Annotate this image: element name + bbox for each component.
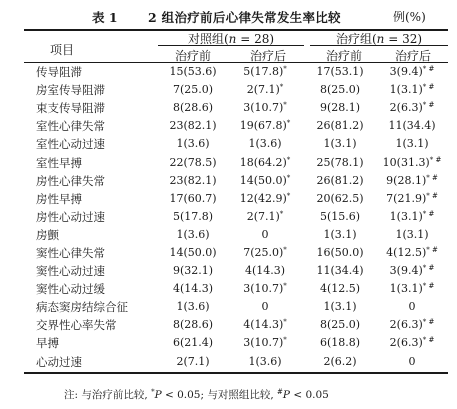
table-title <box>0 8 457 28</box>
table-row <box>24 244 448 262</box>
cell-control-before: 1(3.6) <box>176 300 210 314</box>
cell-control-after: 18(64.2)* <box>239 155 291 169</box>
row-item-label: 早搏 <box>36 336 59 351</box>
row-item-label: 室性心律失常 <box>36 119 105 134</box>
row-item-label: 束支传导阻滞 <box>36 101 105 116</box>
significance-mark: * # <box>426 191 438 200</box>
cell-control-after: 3(10.7)* <box>243 336 287 350</box>
row-item-label: 病态窦房结综合征 <box>36 300 128 315</box>
cell-control-before: 14(50.0) <box>169 245 217 259</box>
header-control-after: 治疗后 <box>249 49 286 63</box>
cell-treat-before: 4(12.5) <box>319 282 361 296</box>
table-footnote: 注: 与治疗前比较, *P < 0.05; 与对照组比较, #P < 0.05 <box>64 388 329 401</box>
cell-treat-before: 1(3.1) <box>323 137 357 151</box>
significance-mark: * <box>283 336 287 345</box>
table-row <box>24 172 448 190</box>
header-treatment-group: 治疗组(n = 32) <box>335 32 423 46</box>
cell-treat-before: 1(3.1) <box>323 227 357 241</box>
cell-control-before: 2(7.1) <box>176 354 210 368</box>
table-row <box>24 226 448 244</box>
cell-treat-after: 3(9.4)* # <box>389 264 435 278</box>
table-number: 表 1 <box>92 10 118 25</box>
row-item-label: 窦性心动过缓 <box>36 282 105 297</box>
significance-mark: * <box>286 173 291 182</box>
significance-mark: * <box>283 101 287 110</box>
cell-control-after: 4(14.3) <box>244 264 286 278</box>
table-row <box>24 280 448 298</box>
cell-treat-after: 10(31.3)* # <box>382 155 442 169</box>
cell-control-after: 1(3.6) <box>248 354 282 368</box>
significance-mark: * # <box>422 318 435 327</box>
row-item-label: 传导阻滞 <box>36 65 82 80</box>
cell-treat-after: 4(12.5)* # <box>386 245 438 259</box>
header-control-group: 对照组(n = 28) <box>187 32 275 46</box>
table-row <box>24 190 448 208</box>
cell-treat-after: 1(3.1)* # <box>389 83 435 97</box>
header-treat-after: 治疗后 <box>394 49 431 63</box>
cell-control-before: 23(82.1) <box>169 173 217 187</box>
row-item-label: 房性心律失常 <box>36 173 105 188</box>
cell-treat-after: 1(3.1) <box>395 227 429 241</box>
cell-treat-after: 0 <box>408 300 416 314</box>
cell-treat-before: 9(28.1) <box>319 101 361 115</box>
cell-treat-after: 2(6.3)* # <box>389 336 435 350</box>
row-item-label: 室性心动过速 <box>36 137 105 152</box>
cell-control-before: 23(82.1) <box>169 119 217 133</box>
cell-control-before: 22(78.5) <box>169 155 217 169</box>
cell-treat-before: 16(50.0) <box>316 245 364 259</box>
cell-control-after: 5(17.8)* <box>243 65 287 79</box>
cell-treat-before: 25(78.1) <box>316 155 364 169</box>
table-row <box>24 153 448 171</box>
significance-mark: * <box>283 245 287 254</box>
cell-treat-after: 9(28.1)* # <box>386 173 438 187</box>
cell-control-before: 1(3.6) <box>176 227 210 241</box>
cell-treat-before: 6(18.8) <box>319 336 361 350</box>
table-row <box>24 262 448 280</box>
significance-mark: * # <box>422 209 435 218</box>
significance-mark: * # <box>429 155 442 164</box>
significance-mark: * # <box>422 83 435 92</box>
cell-control-before: 1(3.6) <box>176 137 210 151</box>
cell-treat-before: 8(25.0) <box>319 318 361 332</box>
cell-treat-before: 17(53.1) <box>316 65 364 79</box>
cell-control-before: 4(14.3) <box>172 282 214 296</box>
cell-control-after: 19(67.8)* <box>239 119 291 133</box>
significance-mark: * # <box>426 245 438 254</box>
row-item-label: 窦性心律失常 <box>36 245 105 260</box>
header-item: 项目 <box>50 43 75 57</box>
header-control-before: 治疗前 <box>174 49 211 63</box>
table-caption: 2 组治疗前后心律失常发生率比较 <box>148 10 341 25</box>
cell-control-after: 14(50.0)* <box>239 173 291 187</box>
significance-mark: * <box>286 155 291 164</box>
cell-treat-after: 2(6.3)* # <box>389 318 435 332</box>
cell-control-after: 3(10.7)* <box>243 101 287 115</box>
cell-treat-before: 26(81.2) <box>316 173 364 187</box>
cell-treat-after: 11(34.4) <box>388 119 436 133</box>
significance-mark: * <box>279 83 284 92</box>
cell-treat-before: 11(34.4) <box>316 264 364 278</box>
table-row <box>24 99 448 117</box>
table-row <box>24 135 448 153</box>
table-row <box>24 63 448 81</box>
table-row <box>24 81 448 99</box>
cell-treat-after: 3(9.4)* # <box>389 65 435 79</box>
significance-mark: * # <box>422 101 435 110</box>
cell-treat-before: 20(62.5) <box>316 191 364 205</box>
cell-treat-before: 5(15.6) <box>319 209 361 223</box>
significance-mark: * <box>283 318 287 327</box>
significance-mark: * # <box>426 173 438 182</box>
cell-control-before: 5(17.8) <box>172 209 214 223</box>
table-row <box>24 298 448 316</box>
cell-control-after: 4(14.3)* <box>243 318 287 332</box>
row-item-label: 心动过速 <box>36 354 82 369</box>
significance-mark: * <box>286 119 291 128</box>
row-item-label: 房性心动过速 <box>36 209 105 224</box>
cell-control-before: 7(25.0) <box>172 83 214 97</box>
cell-treat-after: 1(3.1) <box>395 137 429 151</box>
significance-mark: * # <box>422 65 435 74</box>
cell-treat-after: 0 <box>408 354 416 368</box>
cell-control-before: 9(32.1) <box>172 264 214 278</box>
significance-mark: * <box>279 209 284 218</box>
row-item-label: 窦性心动过速 <box>36 264 105 279</box>
cell-treat-after: 1(3.1)* # <box>389 209 435 223</box>
cell-control-after: 2(7.1)* <box>246 209 284 223</box>
significance-mark: * # <box>422 282 435 291</box>
cell-control-after: 3(10.7)* <box>243 282 287 296</box>
cell-control-before: 8(28.6) <box>172 101 214 115</box>
cell-treat-before: 8(25.0) <box>319 83 361 97</box>
cell-control-after: 7(25.0)* <box>243 245 287 259</box>
significance-mark: * # <box>422 336 435 345</box>
row-item-label: 房颤 <box>36 227 59 242</box>
cell-control-before: 15(53.6) <box>169 65 217 79</box>
cell-control-after: 2(7.1)* <box>246 83 284 97</box>
bottom-rule <box>24 372 448 374</box>
cell-control-after: 1(3.6) <box>248 137 282 151</box>
table-row <box>24 316 448 334</box>
significance-mark: * <box>286 191 291 200</box>
significance-mark: * # <box>422 264 435 273</box>
cell-treat-after: 2(6.3)* # <box>389 101 435 115</box>
cell-treat-before: 26(81.2) <box>316 119 364 133</box>
cell-treat-before: 2(6.2) <box>323 354 357 368</box>
row-item-label: 房性早搏 <box>36 191 82 206</box>
cell-control-before: 6(21.4) <box>172 336 214 350</box>
row-item-label: 房室传导阻滞 <box>36 83 105 98</box>
cell-control-after: 0 <box>261 300 269 314</box>
cell-treat-after: 7(21.9)* # <box>386 191 438 205</box>
cell-control-before: 17(60.7) <box>169 191 217 205</box>
cell-control-before: 8(28.6) <box>172 318 214 332</box>
cell-treat-after: 1(3.1)* # <box>389 282 435 296</box>
table-row <box>24 117 448 135</box>
significance-mark: * <box>283 65 287 74</box>
table-row <box>24 208 448 226</box>
arrhythmia-table <box>24 63 448 371</box>
cell-control-after: 12(42.9)* <box>239 191 291 205</box>
cell-control-after: 0 <box>261 227 269 241</box>
table-row <box>24 353 448 371</box>
table-unit: 例(%) <box>393 10 426 24</box>
table-row <box>24 334 448 352</box>
header-treat-before: 治疗前 <box>325 49 362 63</box>
significance-mark: * <box>283 282 287 291</box>
row-item-label: 交界性心率失常 <box>36 318 117 333</box>
cell-treat-before: 1(3.1) <box>323 300 357 314</box>
row-item-label: 室性早搏 <box>36 155 82 170</box>
